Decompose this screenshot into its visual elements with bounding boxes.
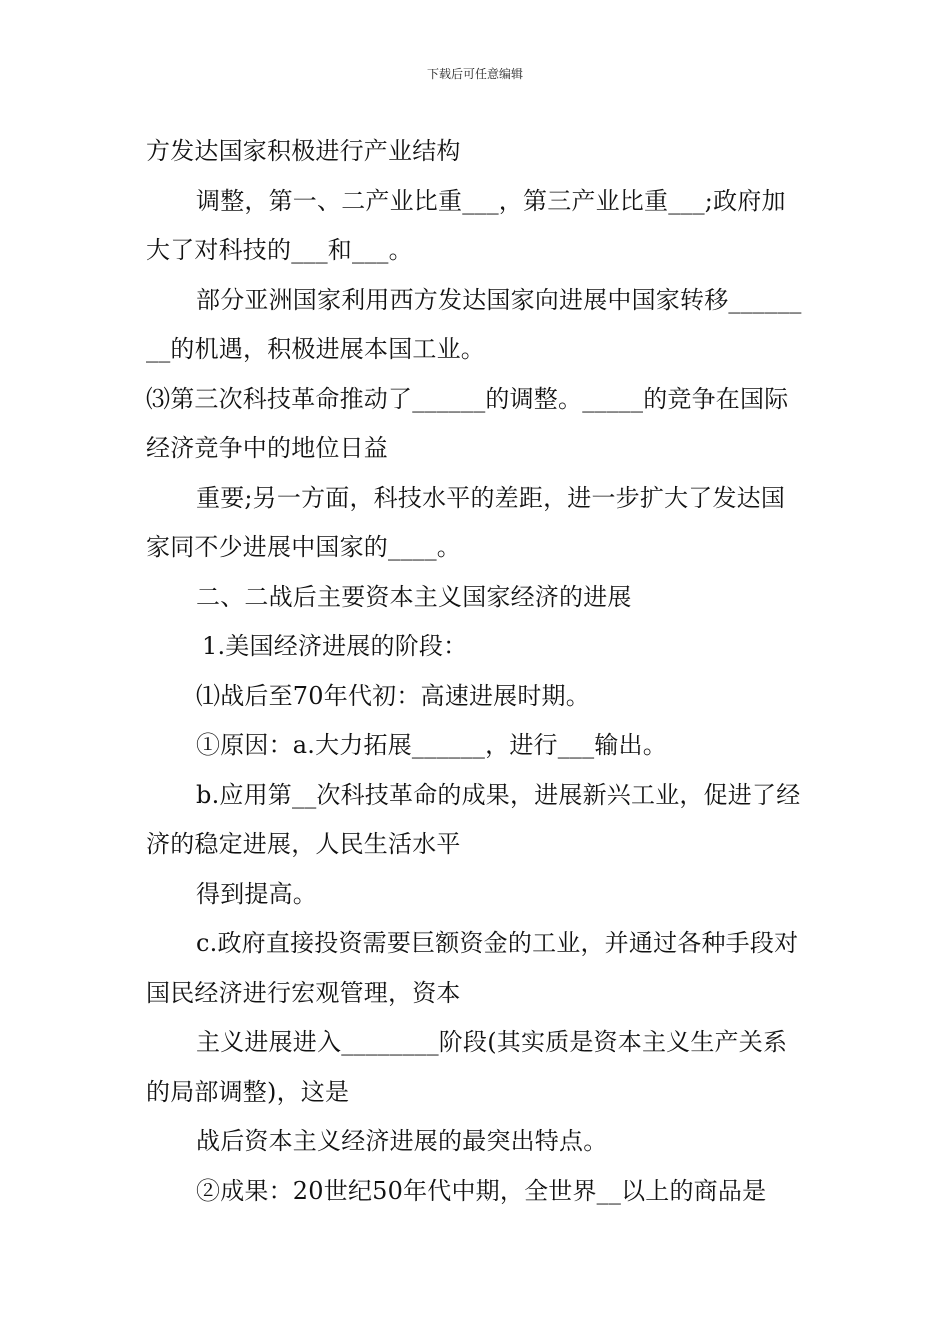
paragraph-result: ②成果：20世纪50年代中期，全世界__以上的商品是 bbox=[196, 1176, 767, 1205]
paragraph-reason-b: b.应用第__次科技革命的成果，进展新兴工业，促进了经济的稳定进展，人民生活水平 bbox=[146, 780, 801, 858]
paragraph-4: ⑶第三次科技革命推动了______的调整。_____的竞争在国际经济竞争中的地位日益 bbox=[146, 384, 789, 462]
paragraph-3: 部分亚洲国家利用西方发达国家向进展中国家转移________的机遇，积极进展本国工业。 bbox=[146, 285, 802, 363]
paragraph-reason-c: c.政府直接投资需要巨额资金的工业，并通过各种手段对国民经济进行宏观管理，资本 bbox=[146, 929, 799, 1007]
paragraph-continued: 得到提高。 bbox=[196, 879, 317, 908]
subsection-heading: 1.美国经济进展的阶段： bbox=[202, 632, 468, 660]
paragraph-stage-1: ⑴战后至70年代初：高速进展时期。 bbox=[196, 681, 590, 710]
paragraph-reason: ①原因：a.大力拓展______，进行___输出。 bbox=[196, 731, 667, 759]
paragraph-5: 重要;另一方面，科技水平的差距，进一步扩大了发达国家同不少进展中国家的____。 bbox=[146, 483, 786, 561]
paragraph-stage-desc: 主义进展进入________阶段(其实质是资本主义生产关系的局部调整)，这是 bbox=[146, 1028, 788, 1106]
paragraph-1: 方发达国家积极进行产业结构 bbox=[146, 137, 461, 165]
section-heading: 二、二战后主要资本主义国家经济的进展 bbox=[196, 582, 632, 611]
document-body bbox=[146, 127, 808, 1216]
paragraph-feature: 战后资本主义经济进展的最突出特点。 bbox=[196, 1127, 608, 1155]
paragraph-2: 调整，第一、二产业比重___，第三产业比重___;政府加大了对科技的___和___。 bbox=[146, 186, 786, 264]
page-header: 下载后可任意编辑 bbox=[426, 67, 523, 81]
